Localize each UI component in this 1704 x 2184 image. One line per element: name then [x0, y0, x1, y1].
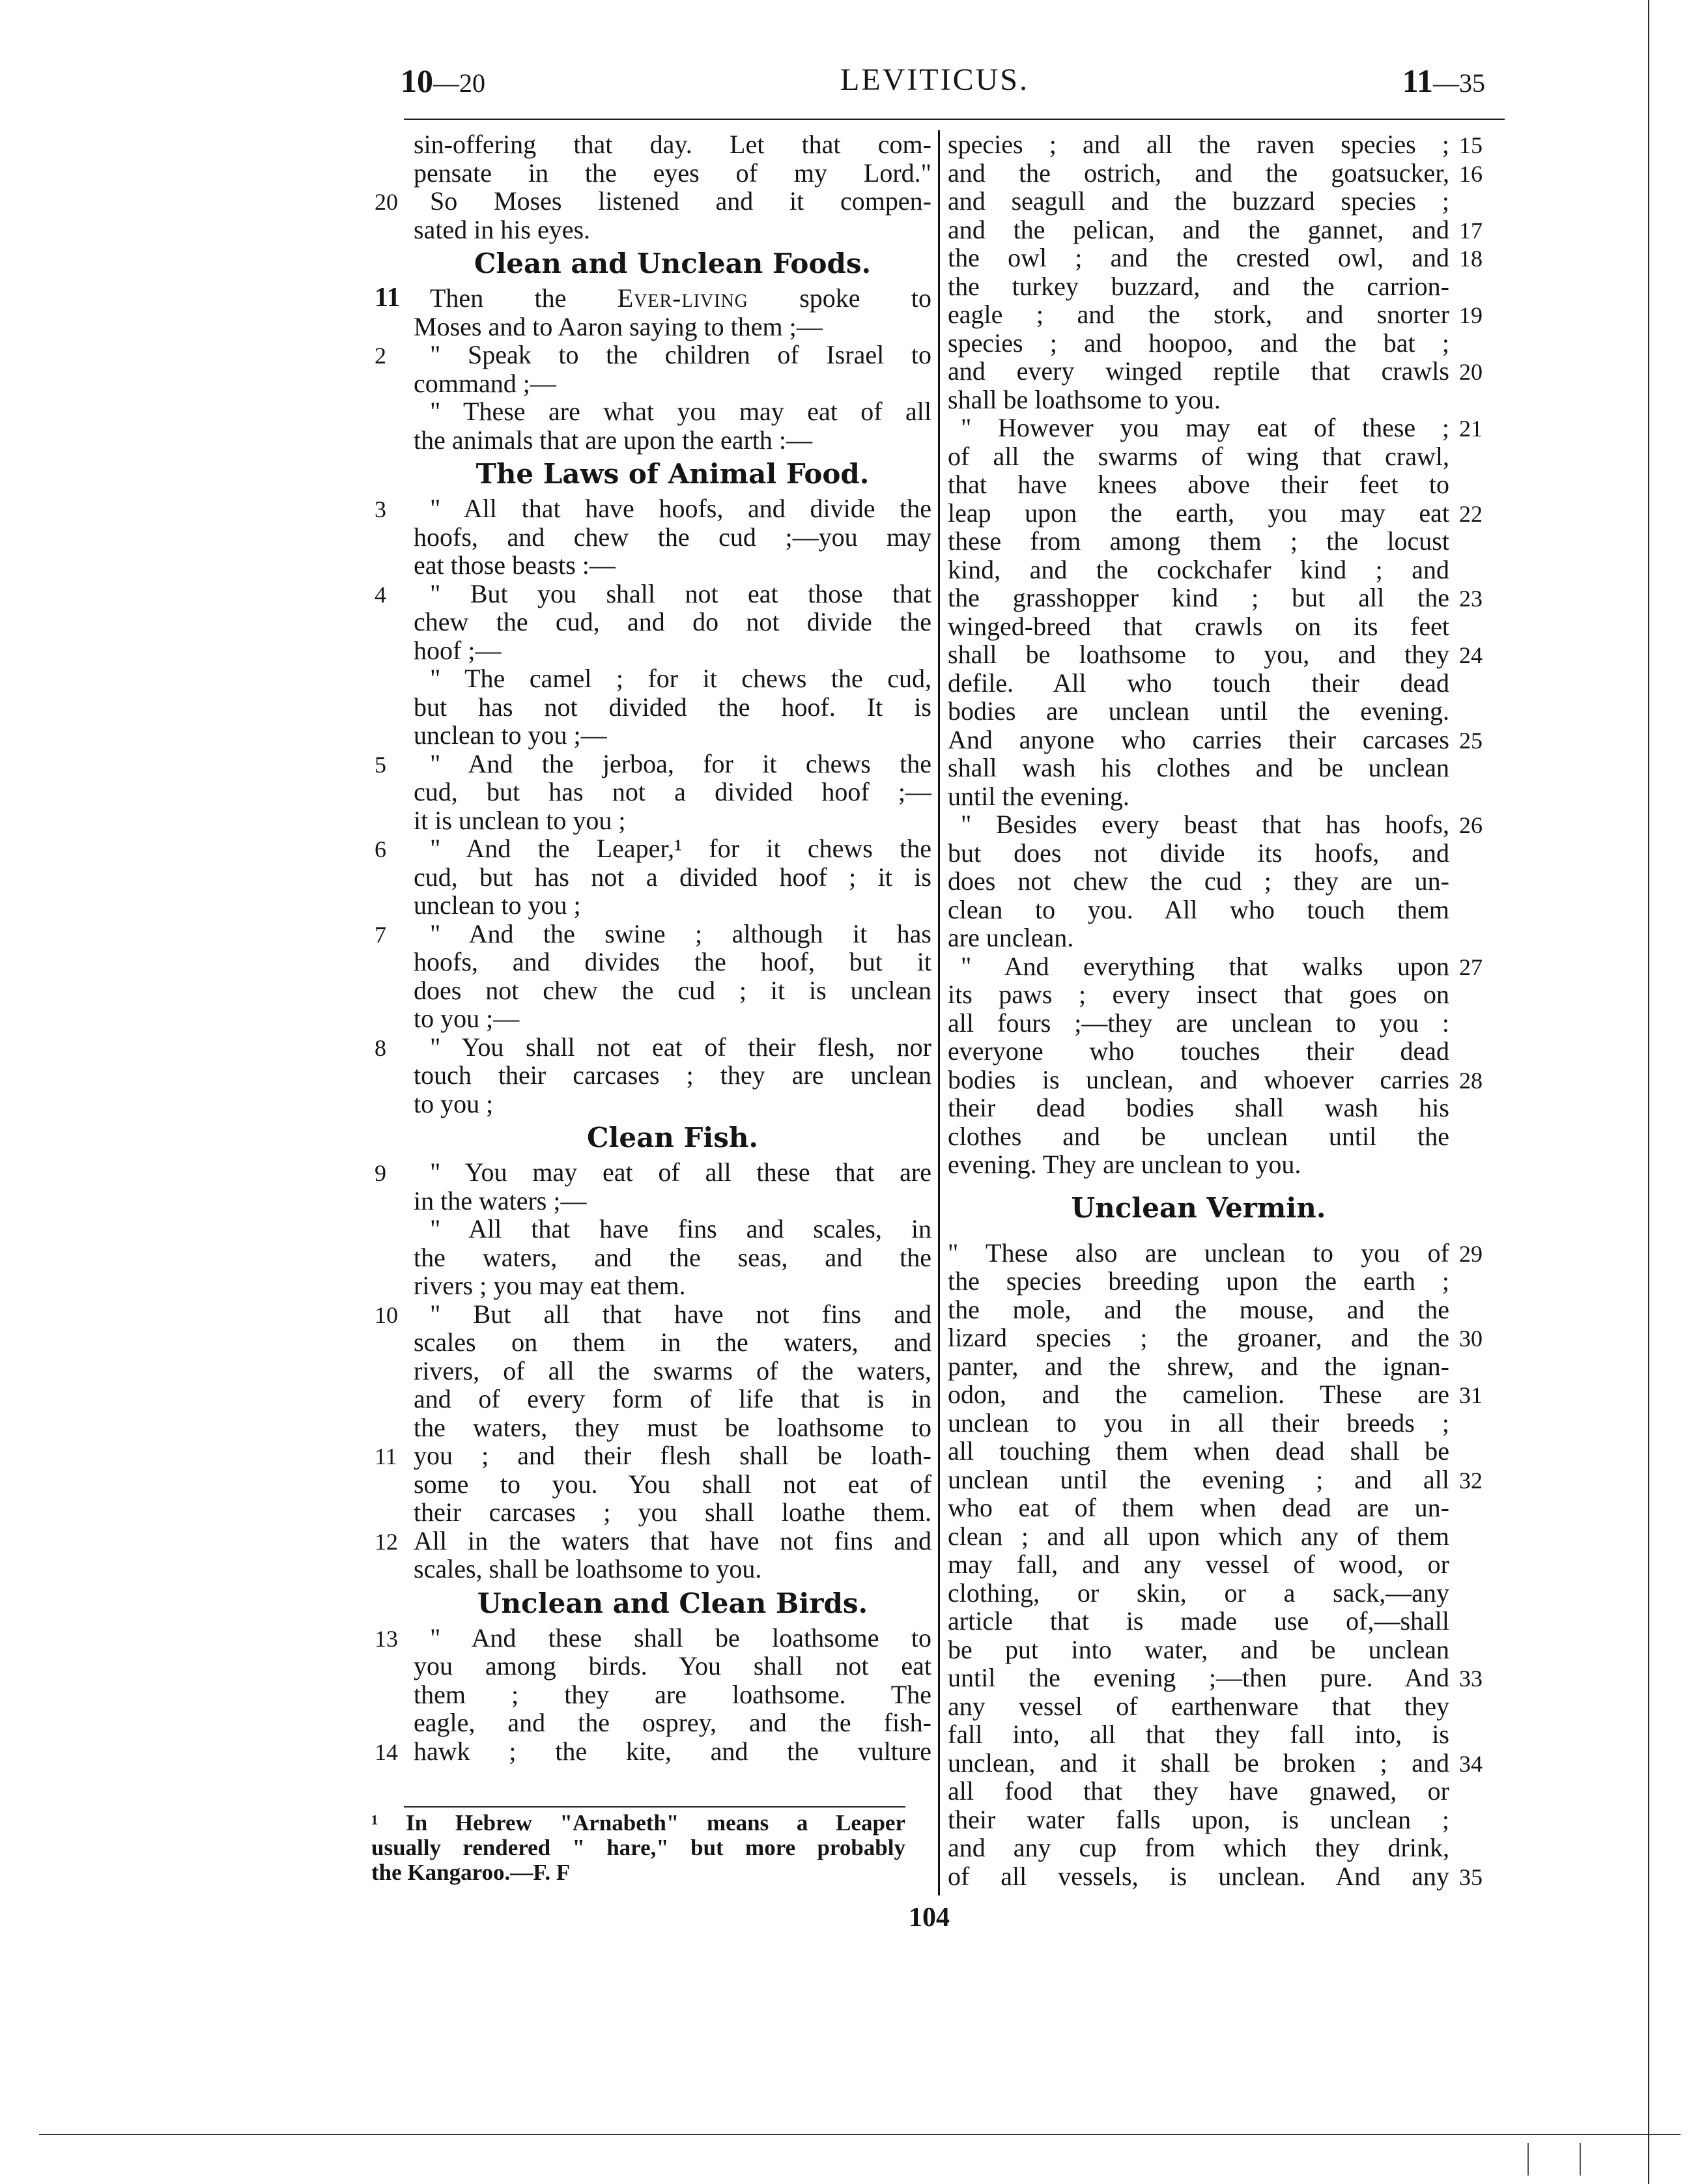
- text-line: [371, 1413, 931, 1442]
- line-text: these from among them ; the locust: [948, 526, 1449, 556]
- line-text: until the evening ;—then pure. And: [948, 1663, 1449, 1692]
- text-line: [371, 216, 931, 244]
- text-line: [948, 1607, 1488, 1636]
- header-rule: [404, 119, 1505, 120]
- line-text: unclean to you ;—: [414, 720, 607, 750]
- text-line: [371, 1737, 931, 1766]
- text-line: [948, 726, 1488, 754]
- line-text: may fall, and any vessel of wood, or: [948, 1550, 1449, 1579]
- chapter-number: 11: [375, 283, 401, 313]
- line-text: everyone who touches their dead: [948, 1036, 1449, 1066]
- line-text: " The camel ; for it chews the cud,: [430, 664, 931, 693]
- text-line: [948, 414, 1488, 442]
- text-line: [948, 1009, 1488, 1038]
- text-line: [948, 1239, 1488, 1268]
- text-line: [948, 867, 1488, 896]
- text-line: [371, 636, 931, 665]
- text-line: [371, 1470, 931, 1499]
- line-text-segment: spoke to: [748, 283, 931, 313]
- line-text: " All that have fins and scales, in: [430, 1214, 931, 1243]
- text-line: [371, 1243, 931, 1272]
- text-line: [371, 1033, 931, 1062]
- line-text: defile. All who touch their dead: [948, 668, 1449, 698]
- section-heading: Unclean Vermin.: [1071, 1191, 1326, 1224]
- text-line: [948, 357, 1488, 386]
- text-line: [371, 1681, 931, 1709]
- line-text: hoofs, and chew the cud ;—you may: [414, 522, 931, 552]
- line-text: their carcases ; you shall loathe them.: [414, 1497, 931, 1527]
- line-text-segment: Then the: [430, 283, 618, 313]
- text-line: [371, 664, 931, 693]
- line-text: the waters, they must be loathsome to: [414, 1412, 931, 1442]
- text-line: [371, 1004, 931, 1033]
- line-text: evening. They are unclean to you.: [948, 1150, 1301, 1179]
- text-line: [371, 159, 931, 188]
- line-text: and every winged reptile that crawls: [948, 356, 1449, 386]
- text-line: [948, 1324, 1488, 1352]
- text-line: [948, 1806, 1488, 1834]
- footnote-line: ¹ In Hebrew "Arnabeth" means a Leaper: [371, 1810, 905, 1836]
- line-text: Moses and to Aaron saying to them ;—: [414, 311, 823, 341]
- line-text: and the pelican, and the gannet, and: [948, 214, 1449, 244]
- text-line: [371, 1300, 931, 1329]
- verse-number: 6: [375, 836, 386, 862]
- line-text: article that is made use of,—shall: [948, 1606, 1449, 1636]
- line-text: unclean to you ;: [414, 890, 581, 920]
- line-text: but does not divide its hoofs, and: [948, 838, 1449, 868]
- line-text: cud, but has not a divided hoof ;—: [414, 777, 931, 806]
- text-line: [371, 494, 931, 523]
- text-line: [371, 1527, 931, 1555]
- verse-number: 21: [1459, 416, 1483, 442]
- line-text: to you ;: [414, 1088, 494, 1118]
- line-text: of all the swarms of wing that crawl,: [948, 441, 1449, 471]
- line-text: the animals that are upon the earth :—: [414, 425, 813, 455]
- text-line: [371, 778, 931, 806]
- verse-number: 18: [1459, 246, 1483, 272]
- text-line: [371, 1357, 931, 1385]
- text-line: [371, 187, 931, 216]
- text-line: [371, 1328, 931, 1357]
- text-line: [948, 810, 1488, 839]
- text-line: [948, 669, 1488, 698]
- line-text: species ; and all the raven species ;: [948, 130, 1449, 159]
- text-line: [948, 527, 1488, 556]
- text-line: [948, 1522, 1488, 1551]
- line-text: winged-breed that crawls on its feet: [948, 611, 1449, 641]
- verse-number: 24: [1459, 642, 1483, 668]
- text-line: [948, 300, 1488, 329]
- text-line: [371, 806, 931, 835]
- line-text: species ; and hoopoo, and the bat ;: [948, 328, 1449, 358]
- footnote-rule: [404, 1806, 905, 1808]
- page-number: 104: [909, 1903, 950, 1933]
- text-line: [948, 386, 1488, 414]
- line-text: the mole, and the mouse, and the: [948, 1294, 1449, 1324]
- line-text: " You may eat of all these that are: [430, 1157, 931, 1187]
- text-line: [371, 1652, 931, 1681]
- text-line: [948, 1720, 1488, 1749]
- text-line: [371, 948, 931, 976]
- scan-mark: [1580, 2143, 1581, 2176]
- line-text: leap upon the earth, you may eat: [948, 498, 1449, 528]
- text-line: [948, 1352, 1488, 1381]
- line-text: pensate in the eyes of my Lord.": [414, 158, 931, 188]
- line-text: touch their carcases ; they are unclean: [414, 1060, 931, 1090]
- line-text: be put into water, and be unclean: [948, 1634, 1449, 1664]
- section-heading: Clean and Unclean Foods.: [474, 248, 872, 279]
- line-text: does not chew the cud ; it is unclean: [414, 975, 931, 1005]
- divine-name: Ever-living: [617, 283, 748, 313]
- line-text: it is unclean to you ;: [414, 805, 626, 835]
- line-text: " And everything that walks upon: [961, 951, 1449, 981]
- text-line: [948, 1437, 1488, 1466]
- line-text: bodies is unclean, and whoever carries: [948, 1064, 1449, 1094]
- line-text: are unclean.: [948, 923, 1074, 952]
- verse-number: 15: [1459, 132, 1483, 158]
- text-line: [371, 1061, 931, 1090]
- text-line: [948, 159, 1488, 188]
- text-line: [948, 697, 1488, 726]
- line-text: of all vessels, is unclean. And any: [948, 1861, 1449, 1891]
- text-line: [371, 1385, 931, 1413]
- left-text-column: [371, 130, 931, 1765]
- text-line: [371, 551, 931, 580]
- text-line: [948, 640, 1488, 669]
- line-text: " Speak to the children of Israel to: [430, 340, 931, 369]
- right-text-column: [948, 130, 1488, 1890]
- text-line: [948, 924, 1488, 952]
- text-line: [948, 499, 1488, 528]
- text-line: [371, 750, 931, 778]
- line-text: scales, shall be loathsome to you.: [414, 1554, 762, 1583]
- text-line: [371, 1441, 931, 1470]
- text-line: [371, 863, 931, 892]
- text-line: [371, 721, 931, 750]
- text-line: [948, 1862, 1488, 1891]
- text-line: [371, 130, 931, 159]
- verse-number: 19: [1459, 302, 1483, 328]
- line-text: their water falls upon, is unclean ;: [948, 1804, 1449, 1834]
- verse-number: 25: [1459, 727, 1483, 754]
- text-line: [371, 1090, 931, 1118]
- line-text: " These are what you may eat of all: [430, 397, 931, 426]
- line-text: clothing, or skin, or a sack,—any: [948, 1578, 1449, 1608]
- text-line: [371, 341, 931, 369]
- verse-number: 29: [1459, 1240, 1483, 1267]
- line-text: hawk ; the kite, and the vulture: [414, 1736, 931, 1766]
- line-text: you among birds. You shall not eat: [414, 1651, 931, 1681]
- verse-number: 26: [1459, 812, 1483, 838]
- text-line: [948, 244, 1488, 272]
- page-header: [365, 62, 1505, 114]
- line-text: rivers, of all the swarms of the waters,: [414, 1355, 931, 1385]
- line-text: sin-offering that day. Let that com-: [414, 130, 931, 159]
- verse-number: 14: [375, 1738, 398, 1765]
- line-text: " You shall not eat of their flesh, nor: [430, 1032, 931, 1062]
- text-line: [948, 952, 1488, 981]
- verse-number: 23: [1459, 586, 1483, 612]
- line-text: who eat of them when dead are un-: [948, 1493, 1449, 1522]
- line-text: clean ; and all upon which any of them: [948, 1521, 1449, 1551]
- line-text: shall be loathsome to you.: [948, 384, 1221, 414]
- text-line: [371, 313, 931, 341]
- line-text: eat those beasts :—: [414, 550, 616, 580]
- line-text: All in the waters that have not fins and: [414, 1525, 931, 1555]
- text-line: [948, 1494, 1488, 1522]
- verse-number: 11: [375, 1443, 397, 1469]
- line-text: unclean to you in all their breeds ;: [948, 1408, 1449, 1438]
- line-text: kind, and the cockchafer kind ; and: [948, 554, 1449, 584]
- text-line: [371, 920, 931, 948]
- section-heading: Clean Fish.: [586, 1122, 759, 1154]
- line-text: bodies are unclean until the evening.: [948, 696, 1449, 726]
- line-text: [430, 284, 931, 313]
- line-text: command ;—: [414, 368, 556, 398]
- text-line: [948, 130, 1488, 159]
- verse-number: 31: [1459, 1382, 1483, 1408]
- line-text: you ; and their flesh shall be loath-: [414, 1441, 931, 1470]
- text-line: [371, 608, 931, 636]
- line-text: and the ostrich, and the goatsucker,: [948, 158, 1449, 188]
- text-line: [948, 470, 1488, 499]
- text-line: [948, 1664, 1488, 1692]
- line-text: until the evening.: [948, 781, 1129, 811]
- text-line: [371, 369, 931, 398]
- line-text: " And the jerboa, for it chews the: [430, 748, 931, 778]
- footnote: [371, 1811, 905, 1885]
- verse-number: 17: [1459, 217, 1483, 244]
- line-text: scales on them in the waters, and: [414, 1327, 931, 1357]
- line-text: " But you shall not eat those that: [430, 578, 931, 608]
- text-line: [371, 426, 931, 455]
- verse-number: 33: [1459, 1666, 1483, 1692]
- line-text: odon, and the camelion. These are: [948, 1380, 1449, 1409]
- footnote-line: the Kangaroo.—F. F: [371, 1860, 571, 1885]
- text-line: [371, 580, 931, 608]
- line-text: clean to you. All who touch them: [948, 894, 1449, 924]
- line-text: unclean, and it shall be broken ; and: [948, 1748, 1449, 1778]
- line-text: that have knees above their feet to: [948, 470, 1449, 499]
- scan-edge: [1648, 0, 1649, 2184]
- line-text: lizard species ; the groaner, and the: [948, 1323, 1449, 1352]
- verse-number: 2: [375, 343, 386, 369]
- line-text: " But all that have not fins and: [430, 1299, 931, 1329]
- verse-number: 20: [1459, 359, 1483, 385]
- line-text: to you ;—: [414, 1004, 520, 1033]
- line-text: the waters, and the seas, and the: [414, 1242, 931, 1272]
- text-line: [948, 782, 1488, 811]
- line-text: " And these shall be loathsome to: [430, 1623, 931, 1652]
- text-line: [371, 1498, 931, 1527]
- book-title: LEVITICUS.: [840, 63, 1029, 97]
- text-line: [371, 1709, 931, 1737]
- line-text: and of every form of life that is in: [414, 1384, 931, 1413]
- line-text: but has not divided the hoof. It is: [414, 692, 931, 722]
- text-line: [371, 1158, 931, 1187]
- line-text: shall be loathsome to you, and they: [948, 640, 1449, 669]
- text-line: [948, 1636, 1488, 1664]
- text-line: [371, 1555, 931, 1583]
- page-bottom-rule: [39, 2134, 1681, 2135]
- text-line: [948, 1834, 1488, 1862]
- text-line: [948, 1749, 1488, 1778]
- line-text: in the waters ;—: [414, 1185, 587, 1215]
- verse-number: 4: [375, 581, 386, 608]
- line-text: And anyone who carries their carcases: [948, 724, 1449, 754]
- text-line: [948, 187, 1488, 216]
- text-line: [371, 523, 931, 552]
- line-text: some to you. You shall not eat of: [414, 1469, 931, 1499]
- text-line: [948, 1037, 1488, 1066]
- line-text: " And the swine ; although it has: [430, 918, 931, 948]
- line-text: all food that they have gnawed, or: [948, 1776, 1449, 1806]
- text-line: [948, 1094, 1488, 1122]
- text-line: [948, 1466, 1488, 1494]
- text-line: [371, 1215, 931, 1243]
- text-line: [948, 216, 1488, 244]
- text-line: [948, 1579, 1488, 1608]
- text-line: [948, 272, 1488, 301]
- verse-number: 28: [1459, 1067, 1483, 1094]
- line-text: all fours ;—they are unclean to you :: [948, 1008, 1449, 1038]
- line-text: its paws ; every insect that goes on: [948, 980, 1449, 1009]
- verse-number: 8: [375, 1034, 386, 1061]
- verse-number: 16: [1459, 160, 1483, 187]
- footnote-line: usually rendered " hare," but more probably: [371, 1835, 905, 1860]
- text-line: [948, 1066, 1488, 1094]
- line-text: and any cup from which they drink,: [948, 1833, 1449, 1862]
- verse-number: 3: [375, 496, 386, 522]
- text-line: [948, 329, 1488, 358]
- line-text: " Besides every beast that has hoofs,: [961, 810, 1449, 839]
- header-verse-range-start: 10—20: [401, 63, 485, 99]
- text-line: [371, 1624, 931, 1652]
- line-text: fall into, all that they fall into, is: [948, 1720, 1449, 1749]
- text-line: [948, 612, 1488, 641]
- line-text: hoof ;—: [414, 635, 502, 665]
- text-line: [948, 584, 1488, 612]
- text-line: [948, 1380, 1488, 1409]
- text-line: [948, 1150, 1488, 1179]
- verse-number: 34: [1459, 1750, 1483, 1777]
- text-line: [371, 1187, 931, 1215]
- verse-number: 35: [1459, 1864, 1483, 1890]
- text-line: [948, 1122, 1488, 1151]
- line-text: sated in his eyes.: [414, 214, 591, 244]
- line-text: the turkey buzzard, and the carrion-: [948, 271, 1449, 301]
- text-line: [371, 976, 931, 1005]
- line-text: panter, and the shrew, and the ignan-: [948, 1351, 1449, 1381]
- verse-number: 5: [375, 751, 386, 778]
- text-line: [948, 556, 1488, 584]
- line-text: " All that have hoofs, and divide the: [430, 494, 931, 523]
- line-text: eagle ; and the stork, and snorter: [948, 300, 1449, 329]
- scan-mark: [1527, 2143, 1529, 2176]
- line-text: any vessel of earthenware that they: [948, 1691, 1449, 1721]
- header-verse-range-end: 11—35: [1402, 63, 1485, 99]
- column-divider: [938, 130, 940, 1895]
- text-line: [371, 1271, 931, 1300]
- text-line: [371, 284, 931, 313]
- text-line: [948, 1550, 1488, 1579]
- line-text: does not chew the cud ; they are un-: [948, 866, 1449, 896]
- text-line: [371, 397, 931, 426]
- line-text: their dead bodies shall wash his: [948, 1093, 1449, 1122]
- verse-number: 22: [1459, 500, 1483, 527]
- line-text: So Moses listened and it compen-: [430, 186, 931, 216]
- text-line: [948, 754, 1488, 782]
- line-text: unclean until the evening ; and all: [948, 1464, 1449, 1494]
- verse-number: 13: [375, 1625, 398, 1652]
- text-line: [371, 891, 931, 920]
- verse-number: 30: [1459, 1326, 1483, 1352]
- section-heading: Unclean and Clean Birds.: [477, 1587, 868, 1619]
- line-text: clothes and be unclean until the: [948, 1121, 1449, 1151]
- line-text: shall wash his clothes and be unclean: [948, 753, 1449, 782]
- line-text: eagle, and the osprey, and the fish-: [414, 1708, 931, 1737]
- line-text: cud, but has not a divided hoof ; it is: [414, 862, 931, 892]
- text-line: [948, 980, 1488, 1009]
- text-line: [948, 1267, 1488, 1296]
- verse-number: 12: [375, 1528, 398, 1555]
- text-line: [948, 896, 1488, 924]
- line-text: chew the cud, and do not divide the: [414, 607, 931, 636]
- line-text: " However you may eat of these ;: [961, 413, 1449, 442]
- verse-number: 7: [375, 921, 386, 948]
- text-line: [371, 693, 931, 722]
- verse-number: 32: [1459, 1467, 1483, 1494]
- line-text: them ; they are loathsome. The: [414, 1679, 931, 1709]
- line-text: the species breeding upon the earth ;: [948, 1266, 1449, 1296]
- line-text: the owl ; and the crested owl, and: [948, 243, 1449, 272]
- line-text: hoofs, and divides the hoof, but it: [414, 947, 931, 976]
- line-text: all touching them when dead shall be: [948, 1436, 1449, 1466]
- text-line: [948, 1692, 1488, 1721]
- verse-number: 27: [1459, 954, 1483, 980]
- verse-number: 20: [375, 189, 398, 215]
- text-line: [948, 442, 1488, 471]
- line-text: and seagull and the buzzard species ;: [948, 186, 1449, 216]
- verse-number: 10: [375, 1301, 398, 1328]
- text-line: [948, 1777, 1488, 1806]
- verse-number: 9: [375, 1160, 386, 1186]
- text-line: [371, 834, 931, 863]
- text-line: [948, 1296, 1488, 1324]
- text-line: [948, 839, 1488, 868]
- line-text: the grasshopper kind ; but all the: [948, 583, 1449, 612]
- line-text: " And the Leaper,¹ for it chews the: [430, 834, 931, 863]
- line-text: rivers ; you may eat them.: [414, 1271, 686, 1300]
- text-line: [948, 1409, 1488, 1438]
- line-text: " These also are unclean to you of: [948, 1238, 1449, 1268]
- section-heading: The Laws of Animal Food.: [476, 458, 870, 490]
